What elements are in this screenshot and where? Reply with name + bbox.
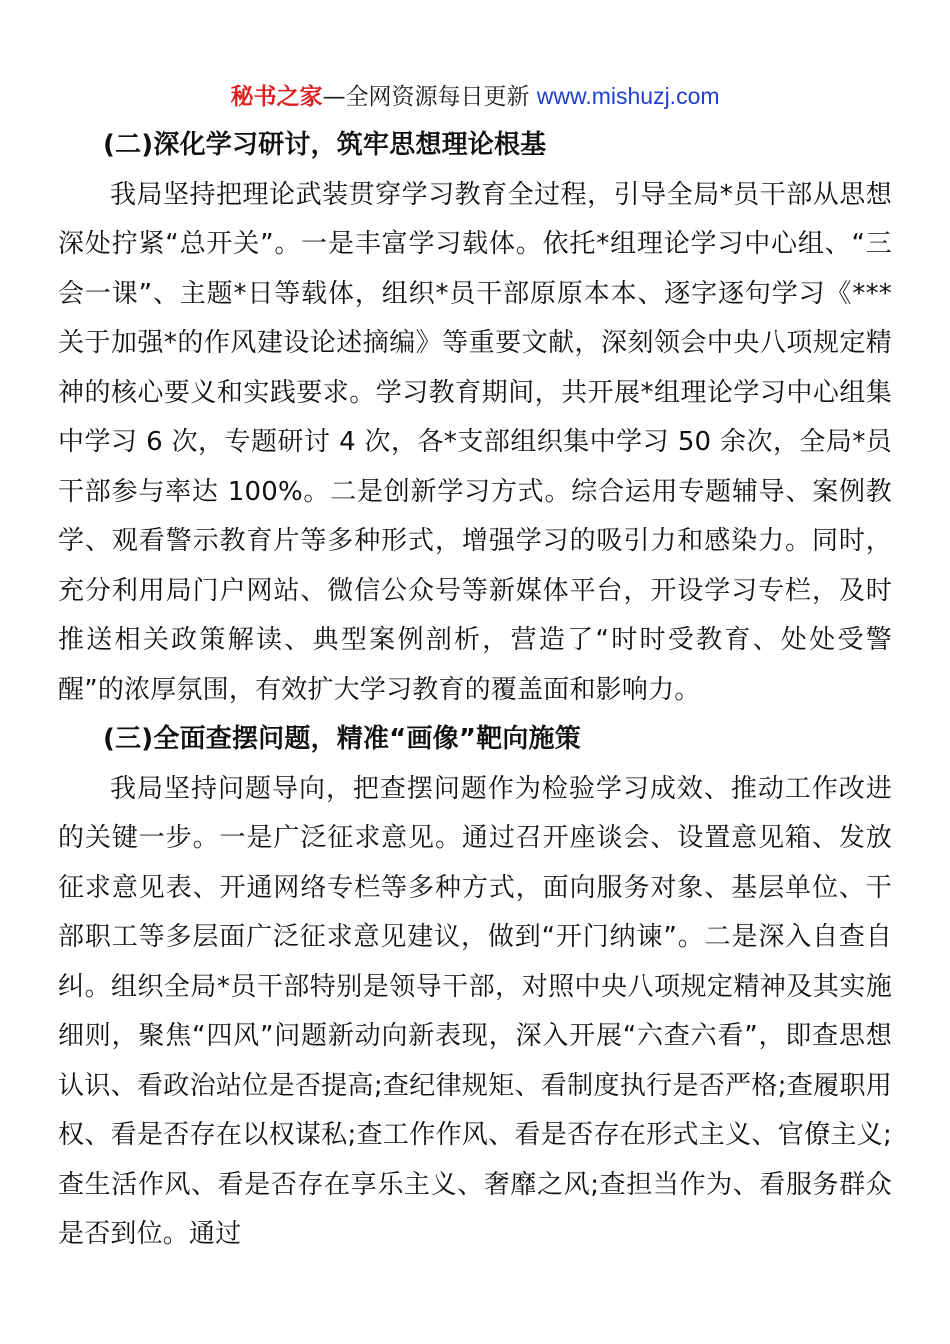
section-heading: (二)深化学习研讨，筑牢思想理论根基: [103, 130, 547, 160]
document-body: [58, 121, 892, 1260]
site-header: [0, 80, 950, 113]
site-url-link[interactable]: www.mishuzj.com: [536, 83, 720, 109]
section-heading: (三)全面查摆问题，精准“画像”靶向施策: [103, 724, 581, 754]
section-paragraph: 我局坚持问题导向，把查摆问题作为检验学习成效、推动工作改进的关键一步。一是广泛征求意见。通过召开座谈会、设置意见箱、发放征求意见表、开通网络专栏等多种方式，面向服务对象、基层单位、干部职工等多层面广泛征求意见建议，做到“开门纳谏”。二是深入自查自纠。组织全局*员干部特别是领导干部，对照中央八项规定精神及其实施细则，聚焦“四风”问题新动向新表现，深入开展“六查六看”，即查思想认识、看政治站位是否提高;查纪律规矩、看制度执行是否严格;查履职用权、看是否存在以权谋私;查工作作风、看是否存在形式主义、官僚主义;查生活作风、看是否存在享乐主义、奢靡之风;查担当作为、看服务群众是否到位。通过: [58, 773, 892, 1249]
site-brand: 秘书之家: [230, 84, 323, 110]
site-tagline: —全网资源每日更新: [322, 84, 537, 110]
section-paragraph: 我局坚持把理论武装贯穿学习教育全过程，引导全局*员干部从思想深处拧紧“总开关”。一是丰富学习载体。依托*组理论学习中心组、“三会一课”、主题*日等载体，组织*员干部原原本本、逐字逐句学习《***关于加强*的作风建设论述摘编》等重要文献，深刻领会中央八项规定精神的核心要义和实践要求。学习教育期间，共开展*组理论学习中心组集中学习 6 次，专题研讨 4 次，各*支部组织集中学习 50 余次，全局*员干部参与率达 100%。二是创新学习方式。综合运用专题辅导、案例教学、观看警示教育片等多种形式，增强学习的吸引力和感染力。同时，充分利用局门户网站、微信公众号等新媒体平台，开设学习专栏，及时推送相关政策解读、典型案例剖析，营造了“时时受教育、处处受警醒”的浓厚氛围，有效扩大学习教育的覆盖面和影响力。: [58, 179, 892, 705]
